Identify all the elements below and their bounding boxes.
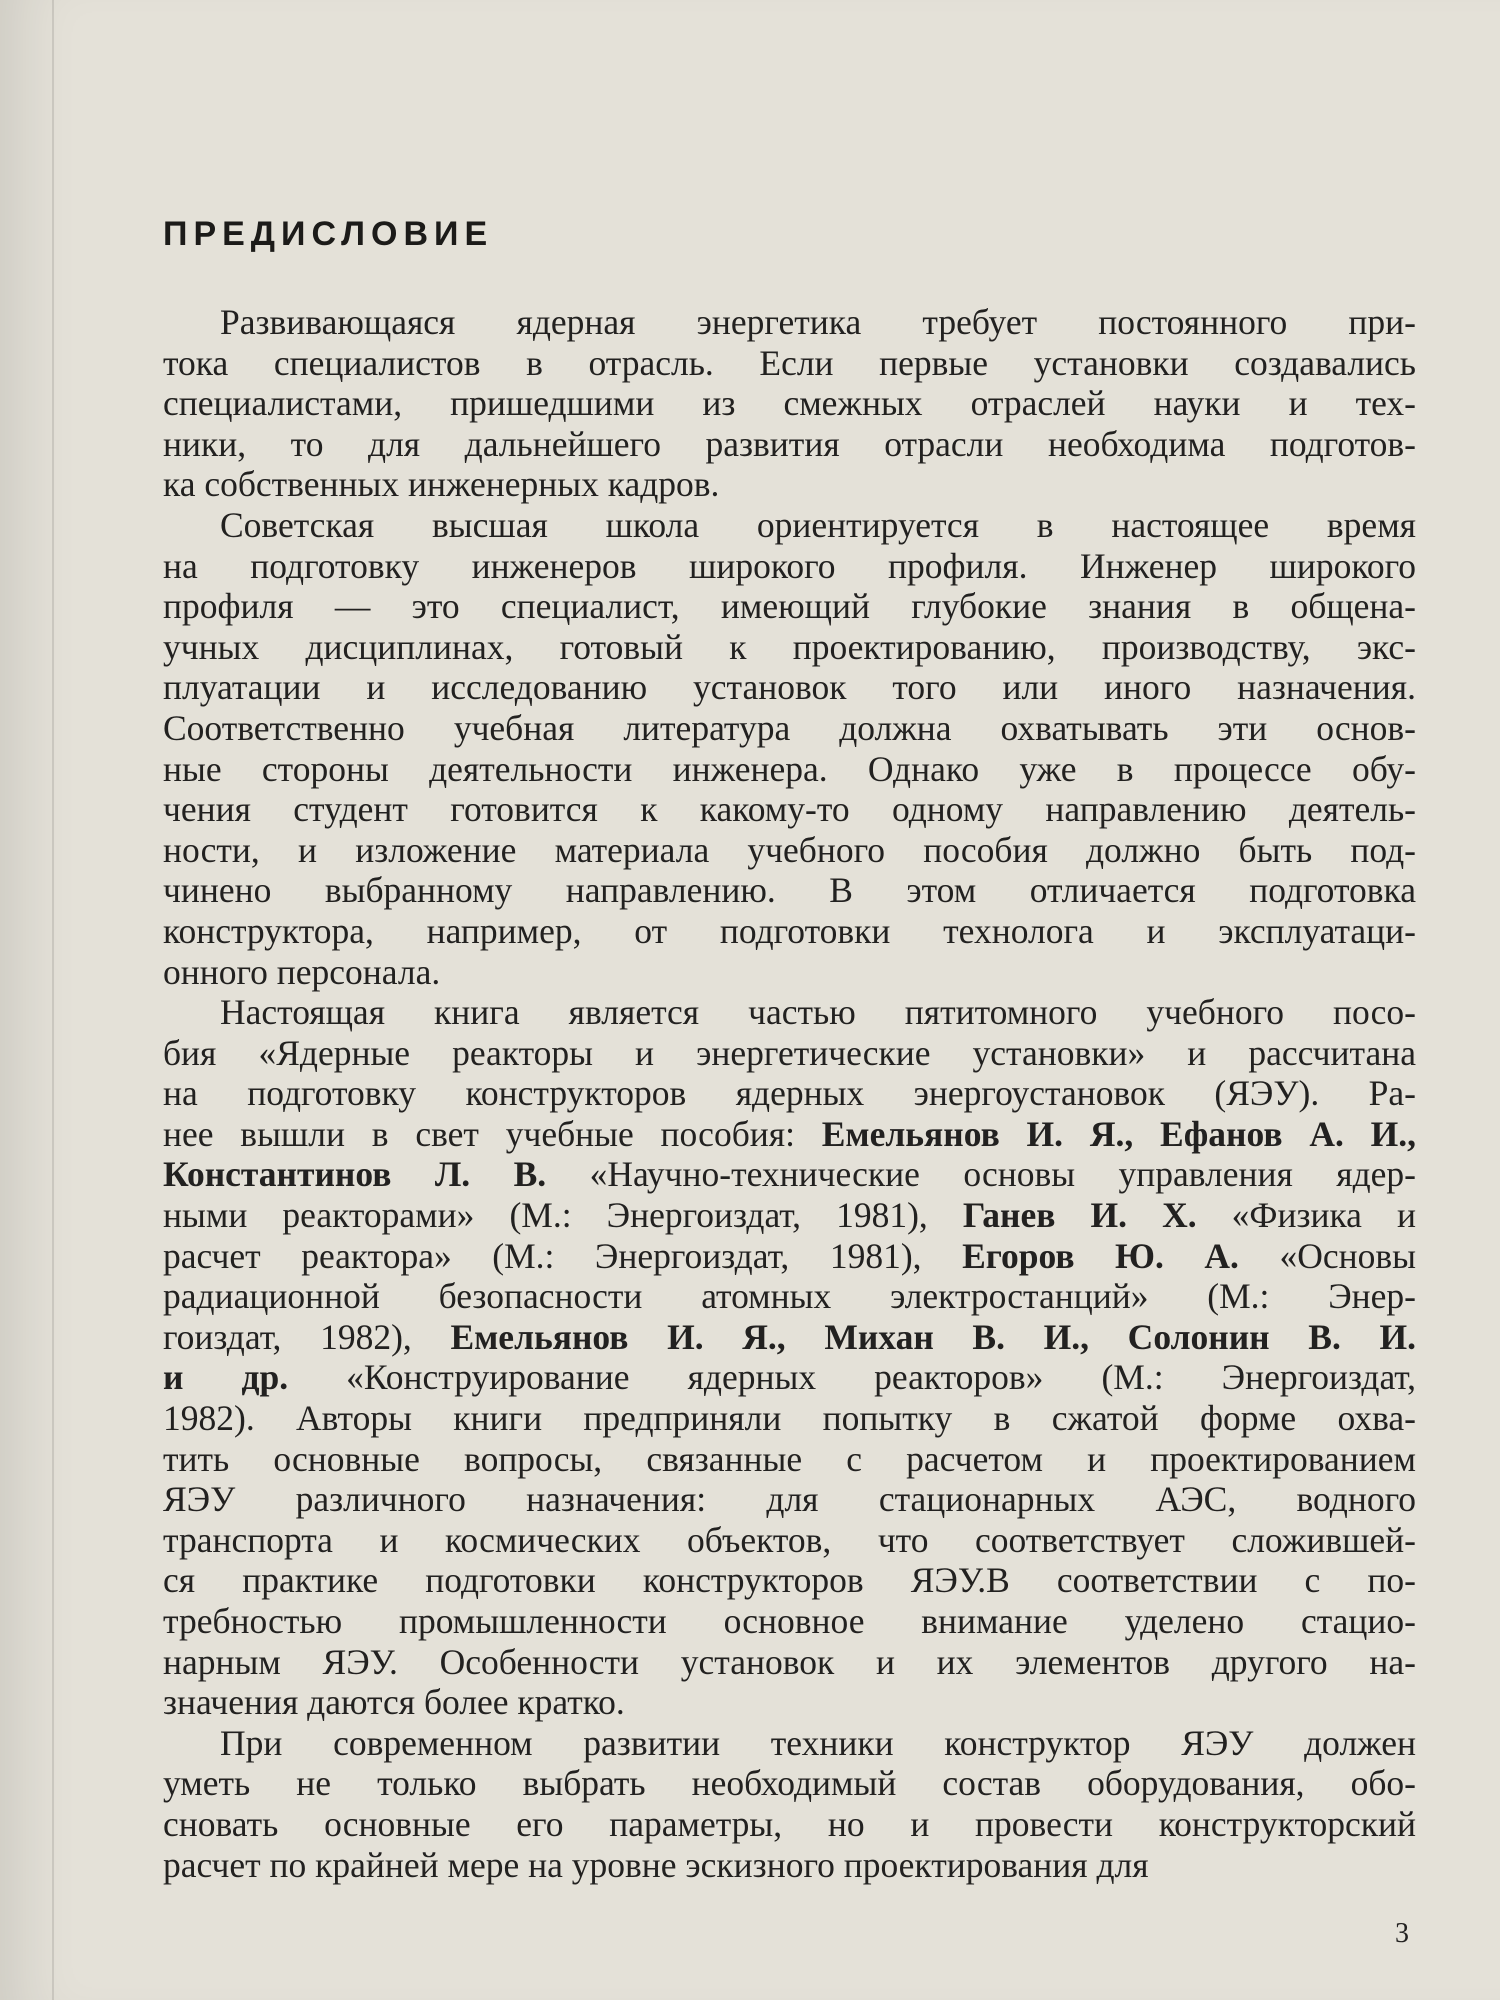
- text-line: [163, 789, 1416, 830]
- text-segment: ные стороны деятельности инженера. Однако уже в процессе обу-: [163, 748, 1416, 789]
- text-segment: значения даются более кратко.: [163, 1682, 625, 1723]
- author-names: Емельянов И. Я., Михан В. И., Солонин В. И.: [450, 1316, 1416, 1357]
- text-segment: профиля — это специалист, имеющий глубокие знания в общена-: [163, 586, 1416, 627]
- text-line: [163, 1276, 1416, 1317]
- page-number: 3: [1395, 1918, 1409, 1949]
- text-segment: Советская высшая школа ориентируется в настоящее время: [220, 504, 1416, 545]
- text-segment: плуатации и исследованию установок того или иного назначения.: [163, 667, 1416, 708]
- body-text: [163, 302, 1416, 1885]
- text-segment: 1982). Авторы книги предприняли попытку в сжатой форме охва-: [163, 1398, 1416, 1439]
- text-segment: ка собственных инженерных кадров.: [163, 464, 720, 505]
- text-line: [163, 424, 1416, 465]
- text-segment: «Конструирование ядерных реакторов» (М.: Энергоиздат,: [288, 1357, 1417, 1398]
- text-segment: ся практике подготовки конструкторов ЯЭУ.В соответствии с по-: [163, 1560, 1416, 1601]
- paragraph: [163, 302, 1416, 505]
- text-line: [163, 749, 1416, 790]
- text-segment: чинено выбранному направлению. В этом отличается подготовка: [163, 870, 1416, 911]
- text-line: [163, 1236, 1416, 1277]
- page-title: ПРЕДИСЛОВИЕ: [163, 215, 494, 253]
- text-segment: нее вышли в свет учебные пособия:: [163, 1113, 822, 1154]
- paragraph: [163, 505, 1416, 992]
- text-line: [163, 1398, 1416, 1439]
- text-line: [163, 708, 1416, 749]
- text-segment: нарным ЯЭУ. Особенности установок и их элементов другого на-: [163, 1641, 1416, 1682]
- text-line: [163, 1154, 1416, 1195]
- text-segment: ЯЭУ различного назначения: для стационарных АЭС, водного: [163, 1479, 1416, 1520]
- text-segment: учных дисциплинах, готовый к проектированию, производству, экс-: [163, 626, 1416, 667]
- text-segment: «Основы: [1238, 1235, 1416, 1276]
- author-names: Ганев И. Х.: [962, 1195, 1197, 1236]
- text-line: [163, 870, 1416, 911]
- text-line: [163, 383, 1416, 424]
- author-names: Егоров Ю. А.: [962, 1235, 1239, 1276]
- text-segment: бия «Ядерные реакторы и энергетические установки» и рассчитана: [163, 1032, 1416, 1073]
- text-line: [163, 505, 1416, 546]
- author-names: Емельянов И. Я., Ефанов А. И.,: [821, 1113, 1416, 1154]
- paragraph: [163, 1723, 1416, 1885]
- text-segment: Развивающаяся ядерная энергетика требует постоянного при-: [220, 302, 1416, 342]
- text-line: [163, 1357, 1416, 1398]
- text-line: [163, 586, 1416, 627]
- text-segment: «Физика и: [1196, 1195, 1416, 1236]
- text-segment: Соответственно учебная литература должна охватывать эти основ-: [163, 707, 1416, 748]
- text-line: [163, 1804, 1416, 1845]
- text-segment: Настоящая книга является частью пятитомного учебного посо-: [220, 992, 1416, 1033]
- text-segment: сновать основные его параметры, но и провести конструкторский: [163, 1803, 1416, 1844]
- text-line: [163, 1682, 1416, 1723]
- text-segment: гоиздат, 1982),: [163, 1316, 451, 1357]
- text-line: [163, 1439, 1416, 1480]
- text-segment: расчет по крайней мере на уровне эскизного проектирования для: [163, 1844, 1149, 1885]
- text-segment: тока специалистов в отрасль. Если первые установки создавались: [163, 342, 1416, 383]
- text-line: [163, 1763, 1416, 1804]
- text-line: [163, 1560, 1416, 1601]
- text-line: [163, 1195, 1416, 1236]
- text-segment: онного персонала.: [163, 951, 441, 992]
- text-line: [163, 667, 1416, 708]
- text-line: [163, 627, 1416, 668]
- text-segment: ники, то для дальнейшего развития отрасли необходима подготов-: [163, 423, 1416, 464]
- paragraph: [163, 992, 1416, 1723]
- text-line: [163, 1723, 1416, 1764]
- page-gutter: [52, 0, 54, 2000]
- text-line: [163, 992, 1416, 1033]
- text-line: [163, 1114, 1416, 1155]
- text-line: [163, 302, 1416, 343]
- text-line: [163, 343, 1416, 384]
- text-segment: тить основные вопросы, связанные с расчетом и проектированием: [163, 1438, 1416, 1479]
- text-segment: транспорта и космических объектов, что соответствует сложившей-: [163, 1519, 1416, 1560]
- text-segment: уметь не только выбрать необходимый состав оборудования, обо-: [163, 1763, 1416, 1804]
- author-names: Константинов Л. В.: [163, 1154, 547, 1195]
- text-segment: на подготовку инженеров широкого профиля. Инженер широкого: [163, 545, 1416, 586]
- text-segment: требностью промышленности основное внимание уделено стацио-: [163, 1601, 1416, 1641]
- text-line: [163, 952, 1416, 993]
- text-segment: ными реакторами» (М.: Энергоиздат, 1981),: [163, 1195, 963, 1236]
- text-segment: При современном развитии техники конструктор ЯЭУ должен: [220, 1722, 1416, 1763]
- text-segment: на подготовку конструкторов ядерных энергоустановок (ЯЭУ). Ра-: [163, 1073, 1416, 1114]
- text-line: [163, 1479, 1416, 1520]
- text-segment: «Научно-технические основы управления ядер-: [546, 1154, 1416, 1195]
- text-segment: радиационной безопасности атомных электростанций» (М.: Энер-: [163, 1276, 1416, 1317]
- text-line: [163, 1520, 1416, 1561]
- text-line: [163, 830, 1416, 871]
- text-line: [163, 1073, 1416, 1114]
- text-segment: расчет реактора» (М.: Энергоиздат, 1981),: [163, 1235, 963, 1276]
- text-line: [163, 1317, 1416, 1358]
- text-segment: ности, и изложение материала учебного пособия должно быть под-: [163, 829, 1416, 870]
- text-segment: специалистами, пришедшими из смежных отраслей науки и тех-: [163, 383, 1416, 424]
- text-line: [163, 1845, 1416, 1886]
- text-segment: конструктора, например, от подготовки технолога и эксплуатаци-: [163, 910, 1416, 951]
- text-segment: чения студент готовится к какому-то одному направлению деятель-: [163, 789, 1416, 830]
- text-line: [163, 911, 1416, 952]
- text-line: [163, 1642, 1416, 1683]
- text-line: [163, 464, 1416, 505]
- text-line: [163, 1601, 1416, 1642]
- author-names: и др.: [163, 1357, 289, 1398]
- text-line: [163, 1033, 1416, 1074]
- text-line: [163, 546, 1416, 587]
